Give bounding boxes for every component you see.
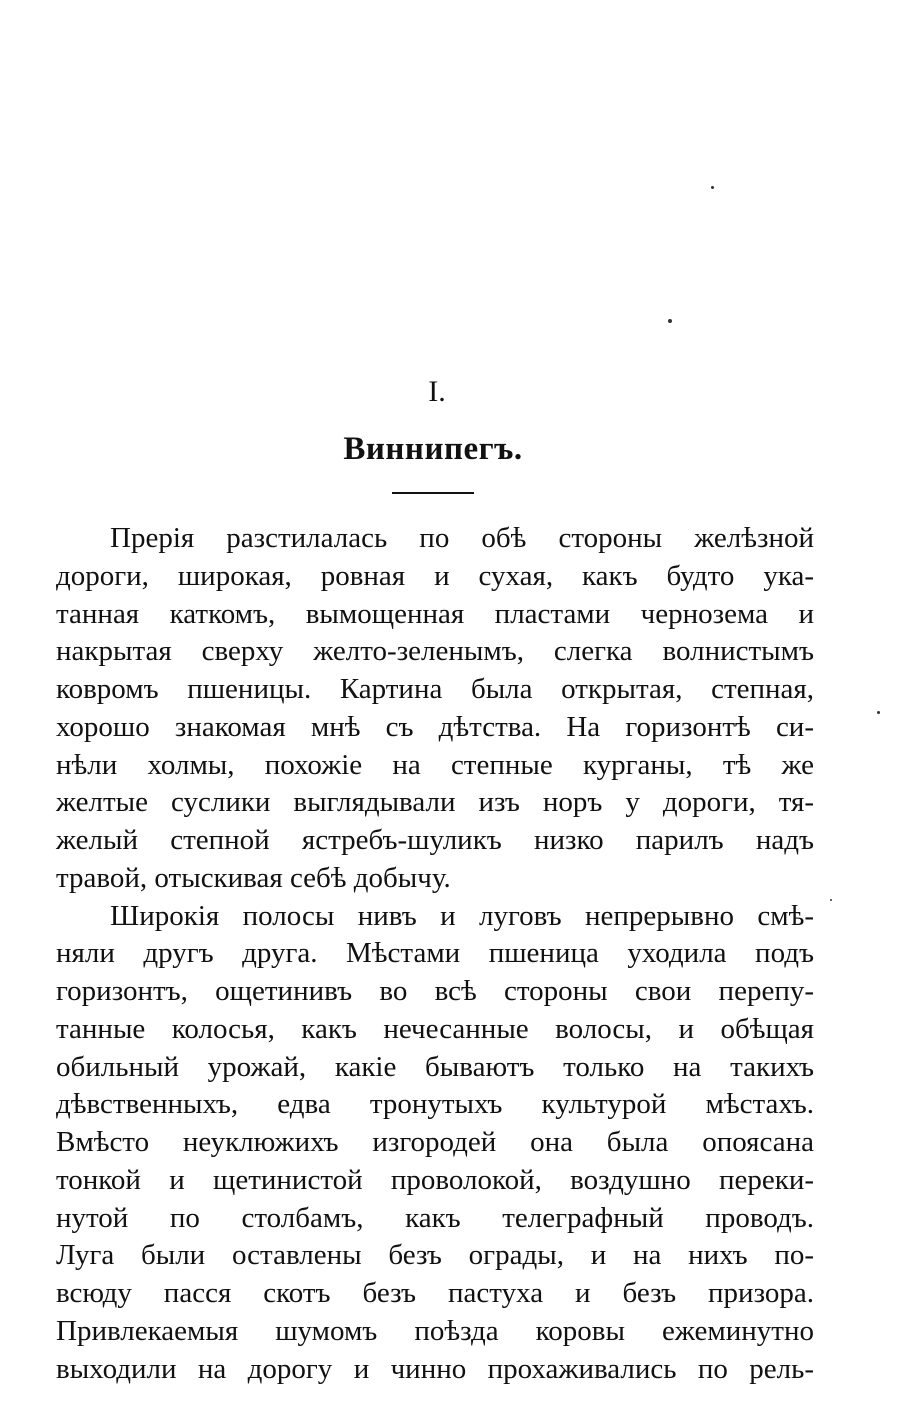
chapter-title: Виннипегъ. <box>343 431 523 467</box>
chapter-number: I. <box>428 375 446 408</box>
text-line: горизонтъ, ощетинивъ во всѣ стороны свои перепу- <box>56 975 814 1007</box>
text-line: всюду пасся скотъ безъ пастуха и безъ призора. <box>56 1277 814 1309</box>
text-line: Привлекаемыя шумомъ поѣзда коровы ежеминутно <box>56 1314 814 1347</box>
scan-speck <box>711 186 714 189</box>
text-line: желтые суслики выглядывали изъ норъ у дороги, тя- <box>56 786 814 819</box>
text-line: выходили на дорогу и чинно прохаживались по рель- <box>56 1352 814 1385</box>
text-line: Широкія полосы нивъ и луговъ непрерывно смѣ- <box>110 899 814 932</box>
text-line: обильный урожай, какіе бываютъ только на такихъ <box>56 1050 814 1083</box>
text-line: тонкой и щетинистой проволокой, воздушно переки- <box>56 1163 814 1196</box>
text-line: Прерія разстилалась по обѣ стороны желѣзной <box>110 522 814 554</box>
text-line: накрытая сверху желто-зеленымъ, слегка волнистымъ <box>56 635 814 668</box>
text-line: няли другъ друга. Мѣстами пшеница уходила подъ <box>56 937 814 970</box>
text-line: ковромъ пшеницы. Картина была открытая, степная, <box>56 673 814 705</box>
text-line: танная каткомъ, вымощенная пластами чернозема и <box>56 597 814 630</box>
text-line: желый степной ястребъ-шуликъ низко парилъ надъ <box>56 824 814 856</box>
title-divider <box>392 492 474 494</box>
body-text <box>56 520 814 1388</box>
text-line: нутой по столбамъ, какъ телеграфный проводъ. <box>56 1201 814 1234</box>
text-line: дороги, широкая, ровная и сухая, какъ будто ука- <box>56 559 814 592</box>
scan-speck <box>830 899 832 901</box>
text-line: танные колосья, какъ нечесанные волосы, и обѣщая <box>56 1012 814 1045</box>
text-line: травой, отыскивая себѣ добычу. <box>56 861 451 894</box>
text-line: Луга были оставлены безъ ограды, и на нихъ по- <box>56 1239 814 1272</box>
text-line: нѣли холмы, похожіе на степные курганы, тѣ же <box>56 748 814 781</box>
text-line: хорошо знакомая мнѣ съ дѣтства. На горизонтѣ си- <box>56 710 814 743</box>
text-line: дѣвственныхъ, едва тронутыхъ культурой мѣстахъ. <box>56 1088 814 1121</box>
text-line: Вмѣсто неуклюжихъ изгородей она была опоясана <box>56 1126 814 1158</box>
scan-speck <box>877 711 880 714</box>
scan-speck <box>668 319 672 323</box>
